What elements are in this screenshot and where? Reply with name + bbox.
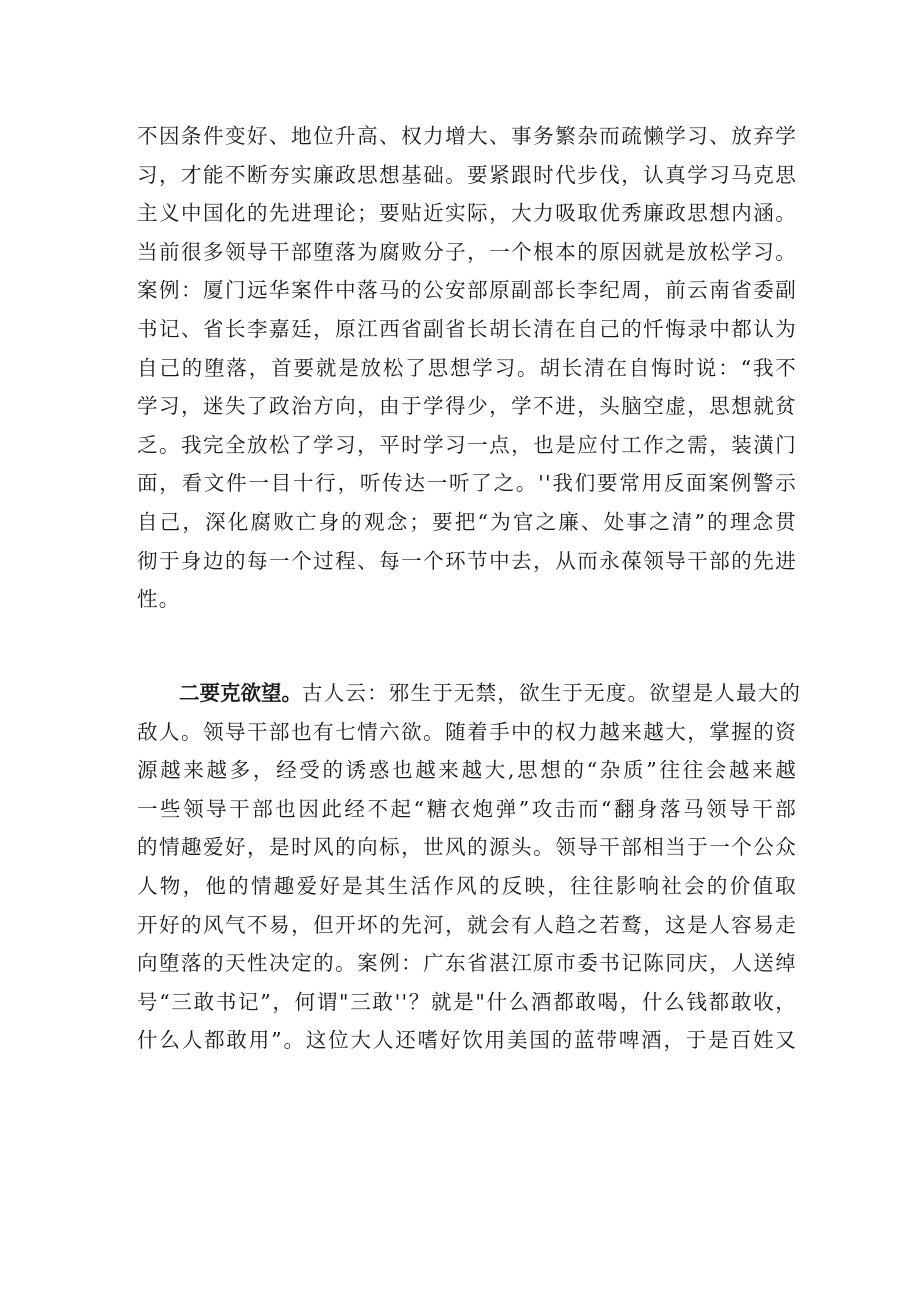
- paragraph-line: 案例：厦门远华案件中落马的公安部原副部长李纪周，前云南省委副: [137, 278, 797, 303]
- paragraph-line: 习，才能不断夯实廉政思想基础。要紧跟时代步伐，认真学习马克思: [137, 162, 797, 187]
- paragraph-line-text: 古人云：邪生于无禁，欲生于无度。欲望是人最大的: [302, 681, 802, 705]
- paragraph-line: 什么人都敢用”。这位大人还嗜好饮用美国的蓝带啤酒，于是百姓又: [137, 1028, 797, 1053]
- paragraph-line: 敌人。领导干部也有七情六欲。随着手中的权力越来越大，掌握的资: [137, 719, 797, 744]
- paragraph-line: 开好的风气不易，但开坏的先河，就会有人趋之若鹜，这是人容易走: [137, 912, 797, 937]
- paragraph-line: 向堕落的天性决定的。案例：广东省湛江原市委书记陈同庆，人送绰: [137, 951, 797, 976]
- paragraph-line: 一些领导干部也因此经不起“糖衣炮弹”攻击而“翻身落马领导干部: [137, 796, 797, 821]
- paragraph-line: 人物，他的情趣爱好是其生活作风的反映，往往影响社会的价值取: [137, 873, 797, 898]
- paragraph-line: 的情趣爱好，是时风的向标，世风的源头。领导干部相当于一个公众: [137, 835, 797, 860]
- paragraph-desire: [137, 674, 802, 1060]
- paragraph-line: 面，看文件一目十行，听传达一听了之。''我们要常用反面案例警示: [137, 471, 797, 496]
- paragraph-line: 书记、省长李嘉廷，原江西省副省长胡长清在自己的忏悔录中都认为: [137, 316, 797, 341]
- paragraph-study: [137, 117, 797, 619]
- paragraph-line: 自己，深化腐败亡身的观念；要把“为官之廉、处事之清”的理念贯: [137, 509, 797, 534]
- paragraph-first-line: [137, 674, 802, 713]
- paragraph-line: 彻于身边的每一个过程、每一个环节中去，从而永葆领导干部的先进: [137, 548, 797, 573]
- paragraph-line: 当前很多领导干部堕落为腐败分子，一个根本的原因就是放松学习。: [137, 239, 797, 264]
- paragraph-line: 学习，迷失了政治方向，由于学得少，学不进，头脑空虚，思想就贫: [137, 394, 797, 419]
- paragraph-line: 自己的堕落，首要就是放松了思想学习。胡长清在自悔时说：“我不: [137, 355, 797, 380]
- paragraph-line: 主义中国化的先进理论；要贴近实际，大力吸取优秀廉政思想内涵。: [137, 201, 797, 226]
- paragraph-line: 不因条件变好、地位升高、权力增大、事务繁杂而疏懒学习、放弃学: [137, 124, 797, 148]
- paragraph-line: 性。: [137, 587, 181, 612]
- paragraph-line: 号“三敢书记”，何谓"三敢''？就是"什么酒都敢喝，什么钱都敢收，: [137, 989, 797, 1014]
- paragraph-line: 乏。我完全放松了学习，平时学习一点，也是应付工作之需，装潢门: [137, 432, 797, 457]
- paragraph-line: 源越来越多，经受的诱惑也越来越大,思想的“杂质”往往会越来越: [137, 758, 797, 783]
- section-heading: 二要克欲望。: [179, 681, 302, 705]
